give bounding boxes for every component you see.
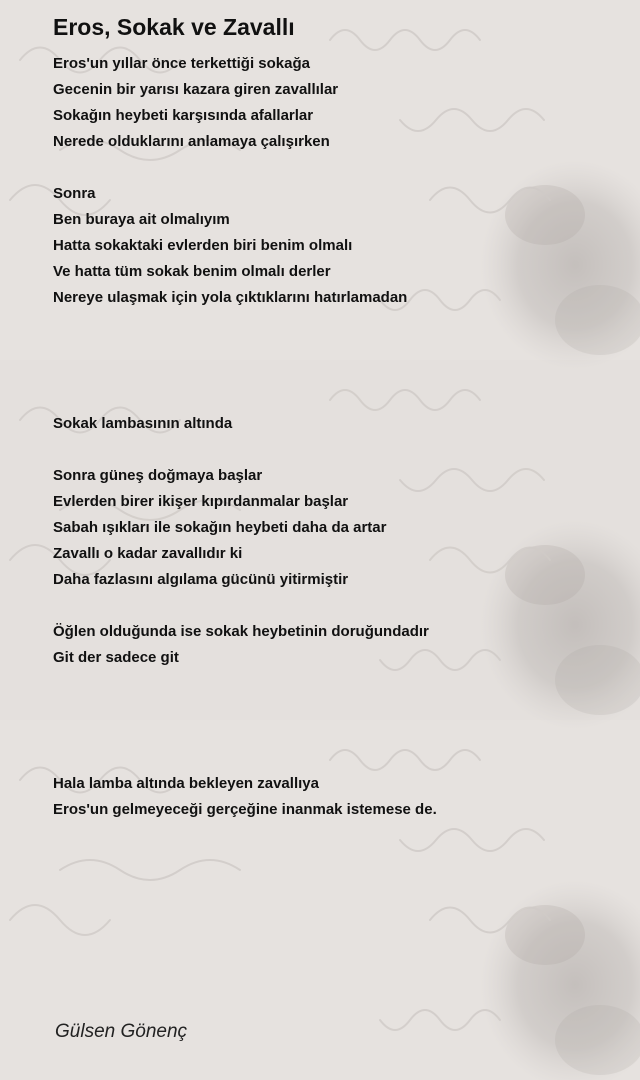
poem-line: Nerede olduklarını anlamaya çalışırken: [53, 133, 330, 150]
poem-line: Sonra: [53, 185, 96, 202]
poem-line: Öğlen olduğunda ise sokak heybetinin doruğundadır: [53, 623, 429, 640]
poem-line: Daha fazlasını algılama gücünü yitirmiştir: [53, 571, 349, 588]
poem-line: Nereye ulaşmak için yola çıktıklarını hatırlamadan: [53, 289, 408, 306]
poem-line: Ve hatta tüm sokak benim olmalı derler: [53, 263, 331, 280]
poem-line: Sonra güneş doğmaya başlar: [53, 467, 263, 484]
poem-line: Gecenin bir yarısı kazara giren zavallılar: [53, 81, 339, 98]
poem-line: Sabah ışıkları ile sokağın heybeti daha da artar: [53, 519, 387, 536]
poem-line: Hatta sokaktaki evlerden biri benim olmalı: [53, 237, 353, 254]
poem-line: Git der sadece git: [53, 649, 179, 666]
poem-line: Sokak lambasının altında: [53, 415, 233, 432]
poem-line: Sokağın heybeti karşısında afallarlar: [53, 107, 314, 124]
poem-line: Hala lamba altında bekleyen zavallıya: [53, 775, 319, 792]
poem-line: Zavallı o kadar zavallıdır ki: [53, 545, 243, 562]
poem-line: Ben buraya ait olmalıyım: [53, 211, 230, 228]
poem-author: Gülsen Gönenç: [55, 1021, 188, 1042]
poem-line: Evlerden birer ikişer kıpırdanmalar başlar: [53, 493, 349, 510]
poem-line: Eros'un yıllar önce terkettiği sokağa: [53, 55, 310, 72]
poem-title: Eros, Sokak ve Zavallı: [53, 14, 295, 40]
poem-line: Eros'un gelmeyeceği gerçeğine inanmak istemese de.: [53, 801, 437, 818]
